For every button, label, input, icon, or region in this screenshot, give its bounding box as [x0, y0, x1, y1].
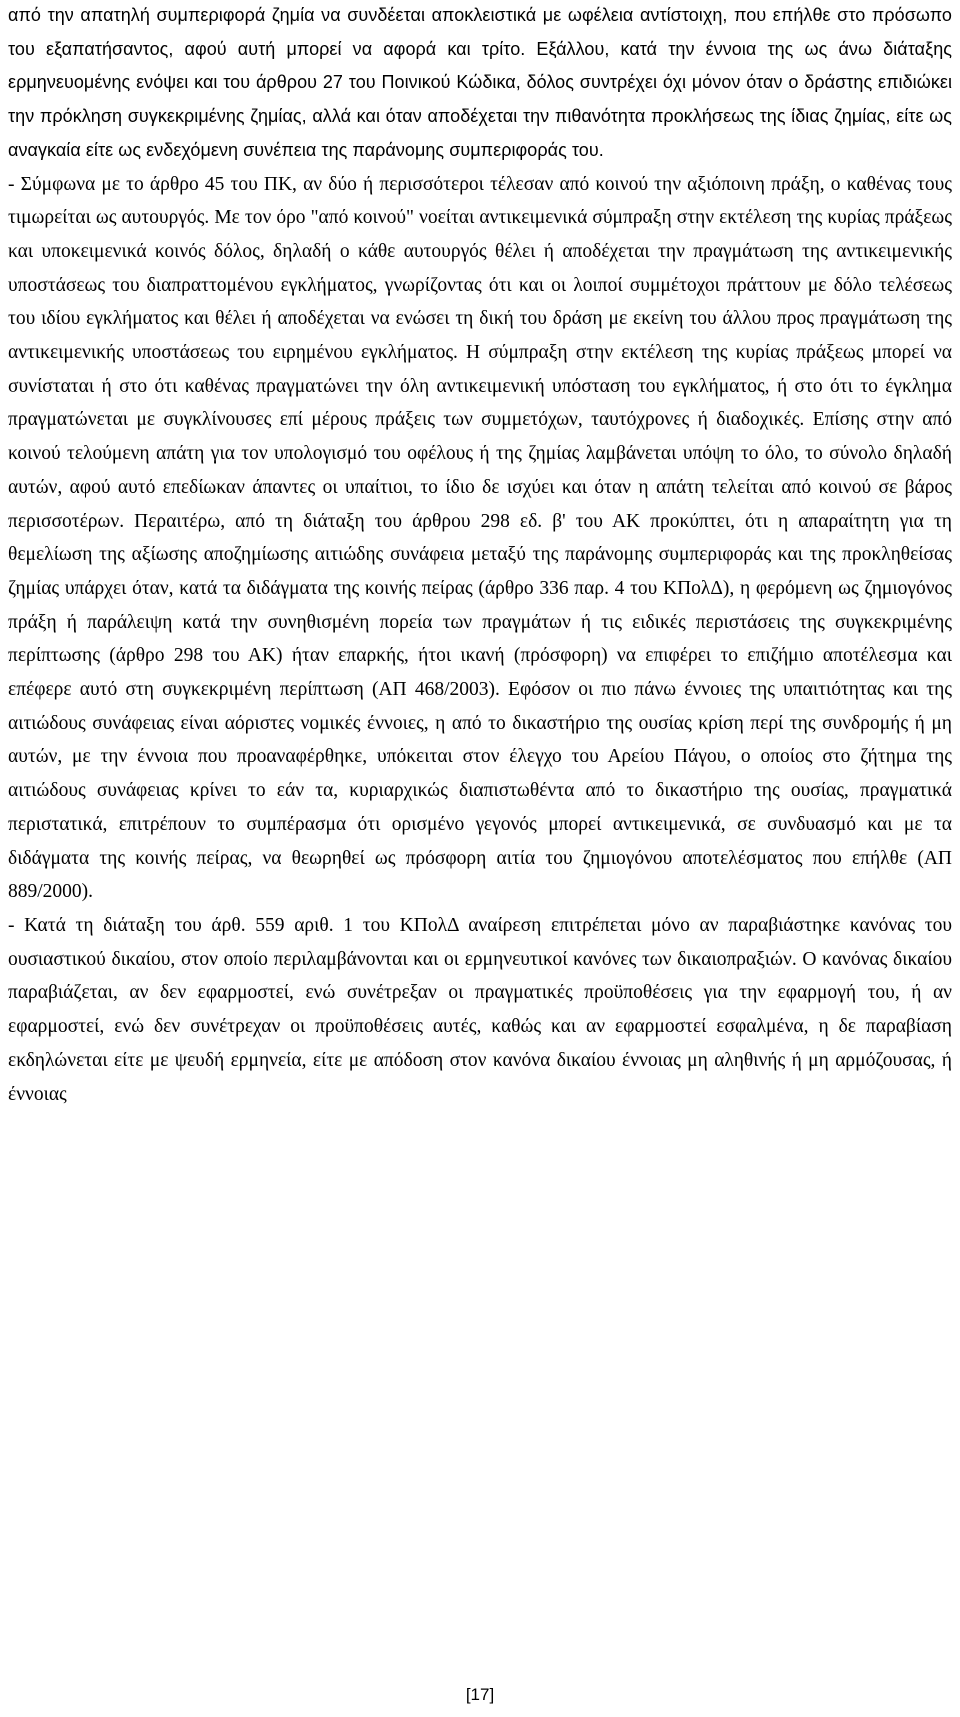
- paragraph-intro: από την απατηλή συμπεριφορά ζημία να συνδέεται αποκλειστικά με ωφέλεια αντίστοιχη, που επήλθε στο πρόσωπο του εξαπατήσαντος, αφού αυτή μπορεί να αφορά και τρίτο. Εξάλλου, κατά την έννοια της ως άνω διάταξης ερμηνευομένης ενόψει και του άρθρου 27 του Ποινικού Κώδικα, δόλος συντρέχει όχι μόνον όταν ο δράστης επιδιώκει την πρόκληση συγκεκριμένης ζημίας, αλλά και όταν αποδέχεται την πιθανότητα προκλήσεως της ίδιας ζημίας, είτε ως αναγκαία είτε ως ενδεχόμενη συνέπεια της παράνομης συμπεριφοράς του.: [8, 5, 952, 160]
- document-page: [8, 0, 952, 1717]
- page-number: [17]: [465, 1685, 495, 1704]
- paragraph-article-559: - Κατά τη διάταξη του άρθ. 559 αριθ. 1 του ΚΠολΔ αναίρεση επιτρέπεται μόνο αν παραβιάστηκε κανόνας του ουσιαστικού δικαίου, στον οποίο περιλαμβάνονται και οι ερμηνευτικοί κανόνες των δικαιοπραξιών. Ο κανόνας δικαίου παραβιάζεται, αν δεν εφαρμοστεί, ενώ συνέτρεξαν οι πραγματικές προϋποθέσεις για την εφαρμογή του, ή αν εφαρμοστεί, ενώ δεν συνέτρεχαν οι προϋποθέσεις αυτές, καθώς και αν εφαρμοστεί εσφαλμένα, η δε παραβίαση εκδηλώνεται είτε με ψευδή ερμηνεία, είτε με απόδοση στον κανόνα δικαίου έννοιας μη αληθινής ή μη αρμόζουσας, ή έννοιας: [8, 914, 952, 1105]
- document-body: [8, 0, 952, 1111]
- paragraph-article-45: - Σύμφωνα με το άρθρο 45 του ΠΚ, αν δύο ή περισσότεροι τέλεσαν από κοινού την αξιόποινη πράξη, ο καθένας τους τιμωρείται ως αυτουργός. Με τον όρο "από κοινού" νοείται αντικειμενικά σύμπραξη στην εκτέλεση της κυρίας πράξεως και υποκειμενικά κοινός δόλος, δηλαδή ο κάθε αυτουργός θέλει ή αποδέχεται την πραγμάτωση της αντικειμενικής υποστάσεως του διαπραττομένου εγκλήματος, γνωρίζοντας ότι και οι λοιποί συμμέτοχοι πράττουν με δόλο τελέσεως του ιδίου εγκλήματος και θέλει ή αποδέχεται να ενώσει τη δική του δράση με εκείνη του άλλου προς πραγμάτωση της αντικειμενικής υποστάσεως του ειρημένου εγκλήματος. Η σύμπραξη στην εκτέλεση της κυρίας πράξεως μπορεί να συνίσταται ή στο ότι καθένας πραγματώνει την όλη αντικειμενική υπόσταση του εγκλήματος, ή στο ότι το έγκλημα πραγματώνεται με συγκλίνουσες επί μέρους πράξεις των συμμετόχων, ταυτόχρονες ή διαδοχικές. Επίσης στην από κοινού τελούμενη απάτη για τον υπολογισμό του οφέλους ή της ζημίας λαμβάνεται υπόψη το όλο, το σύνολο δηλαδή αυτών, αφού αυτό επεδίωκαν άπαντες οι υπαίτιοι, το ίδιο δε ισχύει και όταν η απάτη τελείται από κοινού σε βάρος περισσοτέρων. Περαιτέρω, από τη διάταξη του άρθρου 298 εδ. β' του ΑΚ προκύπτει, ότι η απαραίτητη για τη θεμελίωση της αξίωσης αποζημίωσης αιτιώδης συνάφεια μεταξύ της παράνομης συμπεριφοράς και της προκληθείσας ζημίας υπάρχει όταν, κατά τα διδάγματα της κοινής πείρας (άρθρο 336 παρ. 4 του ΚΠολΔ), η φερόμενη ως ζημιογόνος πράξη ή παράλειψη κατά την συνηθισμένη πορεία των πραγμάτων ή τις ειδικές περιστάσεις της συγκεκριμένης περίπτωσης (άρθρο 298 του ΑΚ) ήταν επαρκής, ήτοι ικανή (πρόσφορη) να επιφέρει το επιζήμιο αποτέλεσμα και επέφερε αυτό στη συγκεκριμένη περίπτωση (ΑΠ 468/2003). Εφόσον οι πιο πάνω έννοιες της υπαιτιότητας και της αιτιώδους συνάφειας είναι αόριστες νομικές έννοιες, η από το δικαστήριο της ουσίας κρίση περί της συνδρομής ή μη αυτών, με την έννοια που προαναφέρθηκε, υπόκειται στον έλεγχο του Αρείου Πάγου, ο οποίος στο ζήτημα της αιτιώδους συνάφειας κρίνει το εάν τα, κυριαρχικώς διαπιστωθέντα από το δικαστήριο της ουσίας, πραγματικά περιστατικά, επιτρέπουν το συμπέρασμα ότι ορισμένο γεγονός μπορεί αντικειμενικά, σε συνδυασμό και με τα διδάγματα της κοινής πείρας, να θεωρηθεί ως πρόσφορη αιτία του ζημιογόνου αποτελέσματος που επήλθε (ΑΠ 889/2000).: [8, 173, 952, 903]
